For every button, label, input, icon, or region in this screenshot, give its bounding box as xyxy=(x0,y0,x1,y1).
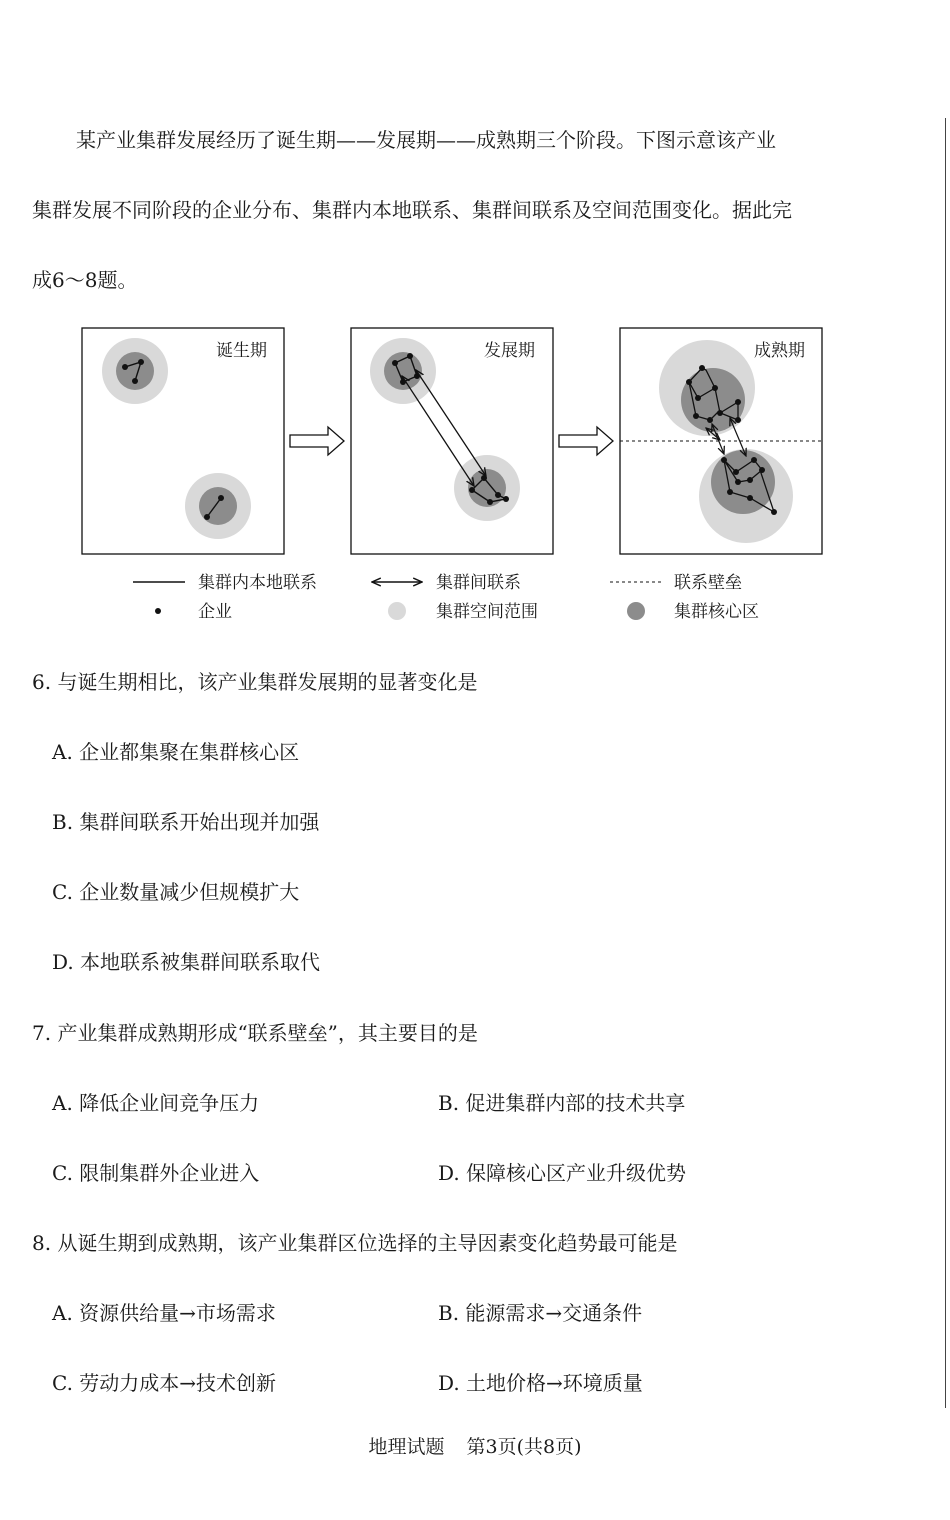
cluster-core xyxy=(711,450,775,514)
enterprise-dot xyxy=(686,379,692,385)
enterprise-dot xyxy=(392,360,398,366)
enterprise-dot xyxy=(503,496,509,502)
question-7-stem: 7. 产业集群成熟期形成“联系壁垒”，其主要目的是 xyxy=(32,1021,478,1045)
question-6-option-d: D. 本地联系被集群间联系取代 xyxy=(52,950,321,974)
enterprise-dot xyxy=(712,385,718,391)
enterprise-dot xyxy=(407,353,413,359)
panel-birth xyxy=(82,328,284,554)
page-footer xyxy=(0,1432,950,1459)
intro-line-3: 成6～8题。 xyxy=(32,268,138,292)
legend-enterprise-symbol xyxy=(155,608,161,614)
panel-birth-label: 诞生期 xyxy=(216,341,267,361)
enterprise-dot xyxy=(138,359,144,365)
enterprise-dot xyxy=(204,514,210,520)
intro-line-1: 某产业集群发展经历了诞生期——发展期——成熟期三个阶段。下图示意该产业 xyxy=(76,128,776,152)
enterprise-dot xyxy=(735,479,741,485)
question-8-option-d: D. 土地价格→环境质量 xyxy=(438,1371,643,1395)
enterprise-dot xyxy=(695,395,701,401)
enterprise-dot xyxy=(733,469,739,475)
legend-barrier-label: 联系壁垒 xyxy=(674,573,742,593)
enterprise-dot xyxy=(747,495,753,501)
enterprise-dot xyxy=(751,457,757,463)
panel-mature-label: 成熟期 xyxy=(754,341,805,361)
intro-passage xyxy=(32,105,882,315)
enterprise-dot xyxy=(469,487,475,493)
enterprise-dot xyxy=(487,499,493,505)
enterprise-dot xyxy=(771,509,777,515)
legend-range-symbol xyxy=(388,602,406,620)
legend-local-link-label: 集群内本地联系 xyxy=(198,573,317,593)
question-7-option-a: A. 降低企业间竞争压力 xyxy=(52,1091,260,1115)
enterprise-dot xyxy=(727,489,733,495)
cluster-core xyxy=(199,487,237,525)
enterprise-dot xyxy=(707,417,713,423)
question-8-option-a: A. 资源供给量→市场需求 xyxy=(52,1301,276,1325)
legend-core-symbol xyxy=(627,602,645,620)
footer-subject: 地理试题 xyxy=(368,1436,445,1458)
question-7-option-c: C. 限制集群外企业进入 xyxy=(52,1161,260,1185)
question-6-option-b: B. 集群间联系开始出现并加强 xyxy=(52,810,320,834)
question-8-option-b: B. 能源需求→交通条件 xyxy=(438,1301,643,1325)
enterprise-dot xyxy=(218,495,224,501)
enterprise-dot xyxy=(132,378,138,384)
legend-range-label: 集群空间范围 xyxy=(436,602,538,622)
panel-growth xyxy=(351,328,553,554)
question-6-option-a: A. 企业都集聚在集群核心区 xyxy=(52,740,300,764)
intro-line-2: 集群发展不同阶段的企业分布、集群内本地联系、集群间联系及空间范围变化。据此完 xyxy=(32,198,792,222)
enterprise-dot xyxy=(759,467,765,473)
enterprise-dot xyxy=(717,410,723,416)
panel-mature xyxy=(620,328,822,554)
enterprise-dot xyxy=(699,365,705,371)
enterprise-dot xyxy=(495,492,501,498)
cluster-diagram xyxy=(70,320,840,630)
panel-growth-label: 发展期 xyxy=(484,341,535,361)
enterprise-dot xyxy=(693,413,699,419)
question-8-option-c: C. 劳动力成本→技术创新 xyxy=(52,1371,277,1395)
legend-enterprise-label: 企业 xyxy=(198,602,232,622)
enterprise-dot xyxy=(735,399,741,405)
enterprise-dot xyxy=(747,477,753,483)
question-7-option-d: D. 保障核心区产业升级优势 xyxy=(438,1161,687,1185)
question-7-option-b: B. 促进集群内部的技术共享 xyxy=(438,1091,686,1115)
legend-inter-link-label: 集群间联系 xyxy=(436,573,521,593)
cluster-core xyxy=(681,368,745,432)
cluster-core xyxy=(116,352,154,390)
page-edge-line xyxy=(945,118,946,1408)
footer-page-number: 第3页(共8页) xyxy=(466,1436,582,1458)
diagram-legend xyxy=(133,573,759,622)
stage-arrow-icon xyxy=(290,427,344,455)
enterprise-dot xyxy=(735,417,741,423)
enterprise-dot xyxy=(122,364,128,370)
question-6-option-c: C. 企业数量减少但规模扩大 xyxy=(52,880,300,904)
question-6-stem: 6. 与诞生期相比，该产业集群发展期的显著变化是 xyxy=(32,670,478,694)
question-8-stem: 8. 从诞生期到成熟期，该产业集群区位选择的主导因素变化趋势最可能是 xyxy=(32,1231,678,1255)
stage-arrow-icon xyxy=(559,427,613,455)
legend-core-label: 集群核心区 xyxy=(674,602,759,622)
enterprise-dot xyxy=(721,457,727,463)
